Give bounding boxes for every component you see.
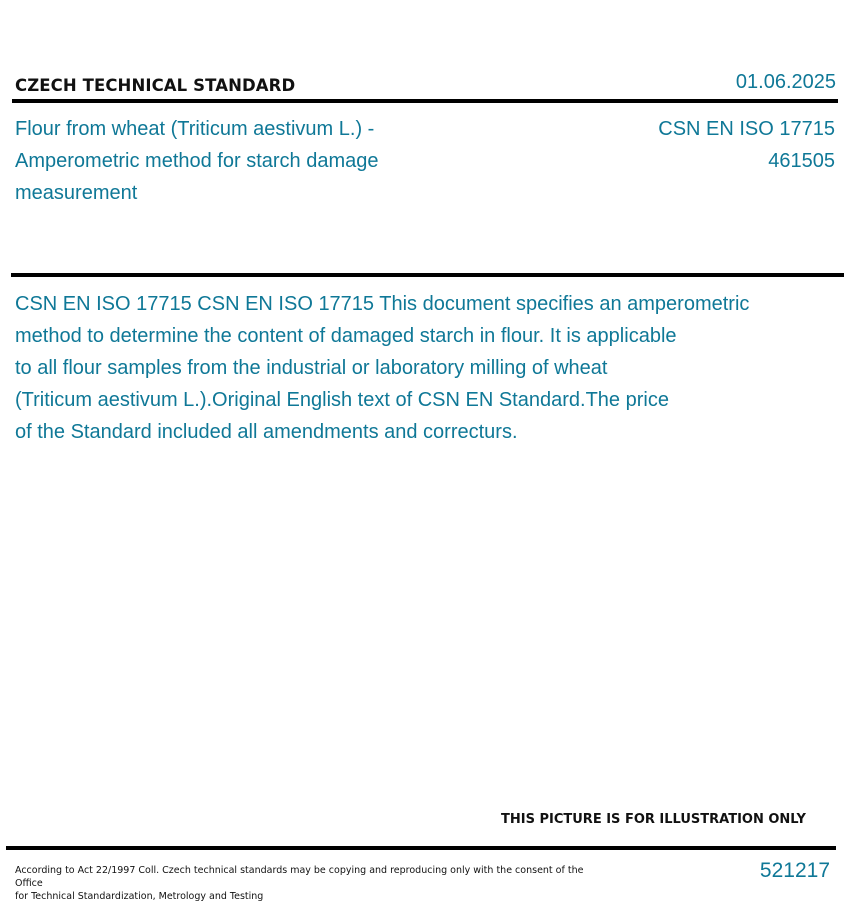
catalog-number: 461505 bbox=[768, 150, 835, 172]
footer-code: 521217 bbox=[759, 859, 830, 882]
standard-designation: CSN EN ISO 17715 bbox=[658, 118, 835, 140]
footer-divider bbox=[6, 846, 836, 850]
section-divider bbox=[11, 273, 844, 277]
standard-title: Flour from wheat (Triticum aestivum L.) - Amperometric method for starch damage measurement bbox=[15, 118, 379, 204]
standard-codes bbox=[658, 113, 835, 177]
document-type-label: CZECH TECHNICAL STANDARD bbox=[15, 76, 296, 95]
illustration-note: THIS PICTURE IS FOR ILLUSTRATION ONLY bbox=[501, 812, 806, 827]
legal-notice: According to Act 22/1997 Coll. Czech technical standards may be copying and reproducing only with the consent of the Office for Technical Standardization, Metrology and Testing bbox=[15, 865, 584, 902]
standard-description: CSN EN ISO 17715 CSN EN ISO 17715 This document specifies an amperometric method to determine the content of damaged starch in flour. It is applicable to all flour samples from the industrial or laboratory milling of wheat (Triticum aestivum L.).Original English text of CSN EN Standard.The price of the Standard included all amendments and correcturs. bbox=[15, 293, 750, 443]
publication-date: 01.06.2025 bbox=[735, 71, 836, 93]
header-divider bbox=[12, 99, 838, 103]
